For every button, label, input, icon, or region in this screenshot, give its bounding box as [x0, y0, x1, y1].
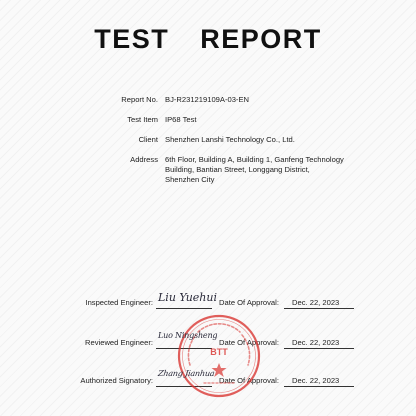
test-item-label: Test Item [127, 115, 158, 124]
authorized-signatory-signature: Zhang Jianhua [157, 369, 216, 378]
date-of-approval-label: Date Of Approval: [219, 376, 279, 385]
client-label: Client [138, 135, 158, 144]
report-no-value: BJ-R231219109A-03-EN [165, 95, 250, 104]
reviewed-engineer-label: Reviewed Engineer: [85, 338, 153, 347]
address-line: 6th Floor, Building A, Building 1, Ganfeng Technology [165, 155, 344, 164]
date-line [284, 348, 354, 349]
address-line: Shenzhen City [165, 175, 215, 184]
approval-date: Dec. 22, 2023 [292, 338, 340, 347]
address-value [165, 155, 365, 185]
date-line [284, 386, 354, 387]
official-seal-stamp [176, 313, 262, 399]
signature-line [156, 308, 212, 309]
approval-date: Dec. 22, 2023 [292, 376, 340, 385]
date-of-approval-label: Date Of Approval: [219, 298, 279, 307]
seal-center-text: BTT [210, 347, 228, 357]
test-item-value: IP68 Test [165, 115, 197, 124]
report-title: TEST REPORT [94, 24, 322, 54]
date-line [284, 308, 354, 309]
reviewed-engineer-signature: Luo Ningsheng [158, 331, 218, 340]
date-of-approval-label: Date Of Approval: [219, 338, 279, 347]
address-label: Address [130, 155, 158, 164]
report-no-label: Report No. [121, 95, 158, 104]
authorized-signatory-label: Authorized Signatory: [80, 376, 153, 385]
address-line: Building, Bantian Street, Longgang District, [165, 165, 310, 174]
inspected-engineer-signature: Liu Yuehui [158, 291, 217, 304]
inspected-engineer-label: Inspected Engineer: [85, 298, 153, 307]
seal-arc-lettering [188, 324, 249, 365]
approval-date: Dec. 22, 2023 [292, 298, 340, 307]
client-value: Shenzhen Lanshi Technology Co., Ltd. [165, 135, 295, 144]
